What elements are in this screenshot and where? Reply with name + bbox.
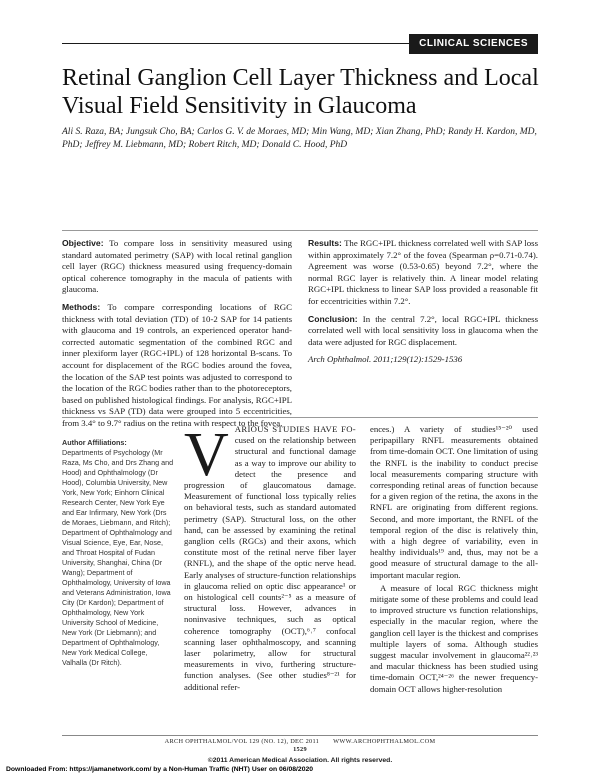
conclusion-text: In the central 7.2°, local RGC+IPL thickness correlated well with local sensitivity loss in glaucoma when the data were adjusted for RGC displacement. — [308, 313, 538, 347]
results-text: The RGC+IPL thickness correlated well with SAP loss within approximately 7.2° of the fovea (Spearman ρ=0.71-0.74). Agreement was worse (0.53-0.65) beyond 7.2°, where the normal RGC layer is relatively thin. A linear model relating RGC+IPL thickness to linear SAP loss provided a reasonable fit for eccentricities within 7.2°. — [308, 238, 538, 306]
body-column-2 — [370, 424, 538, 697]
conclusion-heading: Conclusion: — [308, 313, 358, 324]
body-paragraph-2: A measure of local RGC thickness might mitigate some of these problems and could lead to improved structure vs function relationships, especially in the macular region, where the ganglion cell layer is the thickest and comprises multiple layers of soma. Although studies suggest macular involvement in glaucoma²²˒²³ and macular thickness has been studied using time-domain OCT,²⁴⁻²⁶ the newer frequency-domain OCT allows higher-resolution — [370, 582, 538, 694]
intro-text: cused on the relationship between structural and functional damage as a way to improve our ability to detect the presence and progression of glaucomatous damage. Measurement of functional loss typically relies on behavioral tests, such as standard automated perimetry (SAP). Structural loss, on the other hand, can be assessed by examining the retinal ganglion cells (RGCs) and their axons, which constitute most of the retinal nerve fiber layer (RNFL), and the shape of the optic nerve head. Early analyses of structure-function relationships in glaucoma relied on optic disc appearance¹ or on histological cell counts²⁻⁵ as a measure of structural loss. However, advances in noninvasive techniques, such as optical coherence tomography (OCT),⁶˒⁷ confocal scanning laser ophthalmoscopy, and scanning laser polarimetry, allow for structural measurements in vivo, furthering structure-function analyses. (See other studies⁸⁻²¹ for additional refer- — [184, 435, 356, 692]
page-number: 1529 — [293, 746, 307, 753]
copyright-notice: ©2011 American Medical Association. All rights reserved. — [207, 757, 393, 764]
abstract-results — [308, 238, 538, 308]
methods-text: To compare corresponding locations of RGC thickness with total deviation (TD) of 10-2 SAP for 14 patients with glaucoma and 19 controls, an experienced operator hand-corrected automatic segmentation of the combined RGC and inner plexiform layer (RGC+IPL) of 128 horizontal B-scans. To account for displacement of the RGC bodies around the fovea, the location of the SAP test points was adjusted to correspond to the location of the RGC bodies rather than to the photoreceptors, based on published histological findings. For analysis, RGC+IPL thickness vs SAP (TD) data were grouped into 5 eccentricities, from 3.4° to 9.7° radius on the retina with respect to the fovea. — [62, 301, 292, 428]
body-paragraph-1: ences.) A variety of studies¹⁵⁻²⁰ used peripapillary RNFL measurements obtained from time-domain OCT. One limitation of using the RNFL is the inability to conduct precise local measurements comparing structure with corresponding retinal areas of function because for a given region of the retina, the axons in the RNFL are originating from different regions. Second, and more important, the RNFL of the temporal region of the disc is relatively thin, with a high degree of variability, even in healthy individuals¹⁹ and, thus, may not be a good measure of structural damage to the all-important macular region. — [370, 424, 538, 580]
journal-volume: ARCH OPHTHALMOL/VOL 129 (NO. 12), DEC 2011 — [164, 738, 320, 745]
author-affiliations — [62, 438, 174, 668]
abstract-objective — [62, 238, 292, 296]
abstract-conclusion — [308, 314, 538, 349]
drop-cap: V — [184, 421, 229, 489]
results-heading: Results: — [308, 238, 342, 248]
affiliations-text: Departments of Psychology (Mr Raza, Ms Cho, and Drs Zhang and Hood) and Ophthalmology (Dr Hood), Columbia University, New York, New York; Einhorn Clinical Research Center, New York Eye and Ear Infirmary, New York (Drs de Moraes, Liebmann, and Ritch); Department of Ophthalmology and Visual Science, Eye, Ear, Nose, and Throat Hospital of Fudan University, Shanghai, China (Dr Wang); Department of Ophthalmology, University of Iowa and Veterans Administration, Iowa City (Dr Kardon); Department of Ophthalmology, New York University School of Medicine, New York (Dr Liebmann); and Department of Ophthalmology, New York Medical College, Valhalla (Dr Ritch). — [62, 448, 174, 667]
journal-website[interactable]: WWW.ARCHOPHTHALMOL.COM — [333, 738, 436, 745]
lead-in: ARIOUS STUDIES HAVE FO- — [234, 424, 356, 434]
objective-text: To compare loss in sensitivity measured using standard automated perimetry (SAP) with local retinal ganglion cell layer (RGC) thickness measured using frequency-domain optical coherence tomography in the macula of patients with glaucoma. — [62, 238, 292, 295]
download-notice: Downloaded From: https://jamanetwork.com/ by a Non-Human Traffic (NHT) User on 06/08/2020 — [6, 766, 314, 773]
methods-heading: Methods: — [62, 301, 101, 312]
journal-citation: Arch Ophthalmol. 2011;129(12):1529-1536 — [308, 354, 463, 365]
abstract-top-rule — [62, 230, 538, 231]
abstract-right-column — [308, 238, 538, 372]
abstract-bottom-rule — [62, 417, 538, 418]
body-column-1 — [184, 421, 356, 695]
footer-rule — [62, 735, 538, 736]
page-footer — [62, 738, 538, 754]
abstract-left-column — [62, 238, 292, 436]
section-label: CLINICAL SCIENCES — [409, 34, 538, 54]
objective-heading: Objective: — [62, 238, 104, 248]
intro-paragraph — [184, 421, 356, 693]
abstract-methods — [62, 302, 292, 430]
affiliations-heading: Author Affiliations: — [62, 438, 127, 447]
author-list: Ali S. Raza, BA; Jungsuk Cho, BA; Carlos G. V. de Moraes, MD; Min Wang, MD; Xian Zhang, PhD; Randy H. Kardon, MD, PhD; Jeffrey M. Liebmann, MD; Robert Ritch, MD; Donald C. Hood, PhD — [62, 127, 537, 150]
article-title: Retinal Ganglion Cell Layer Thickness and Local Visual Field Sensitivity in Glaucoma — [62, 65, 539, 119]
section-header — [62, 34, 538, 54]
